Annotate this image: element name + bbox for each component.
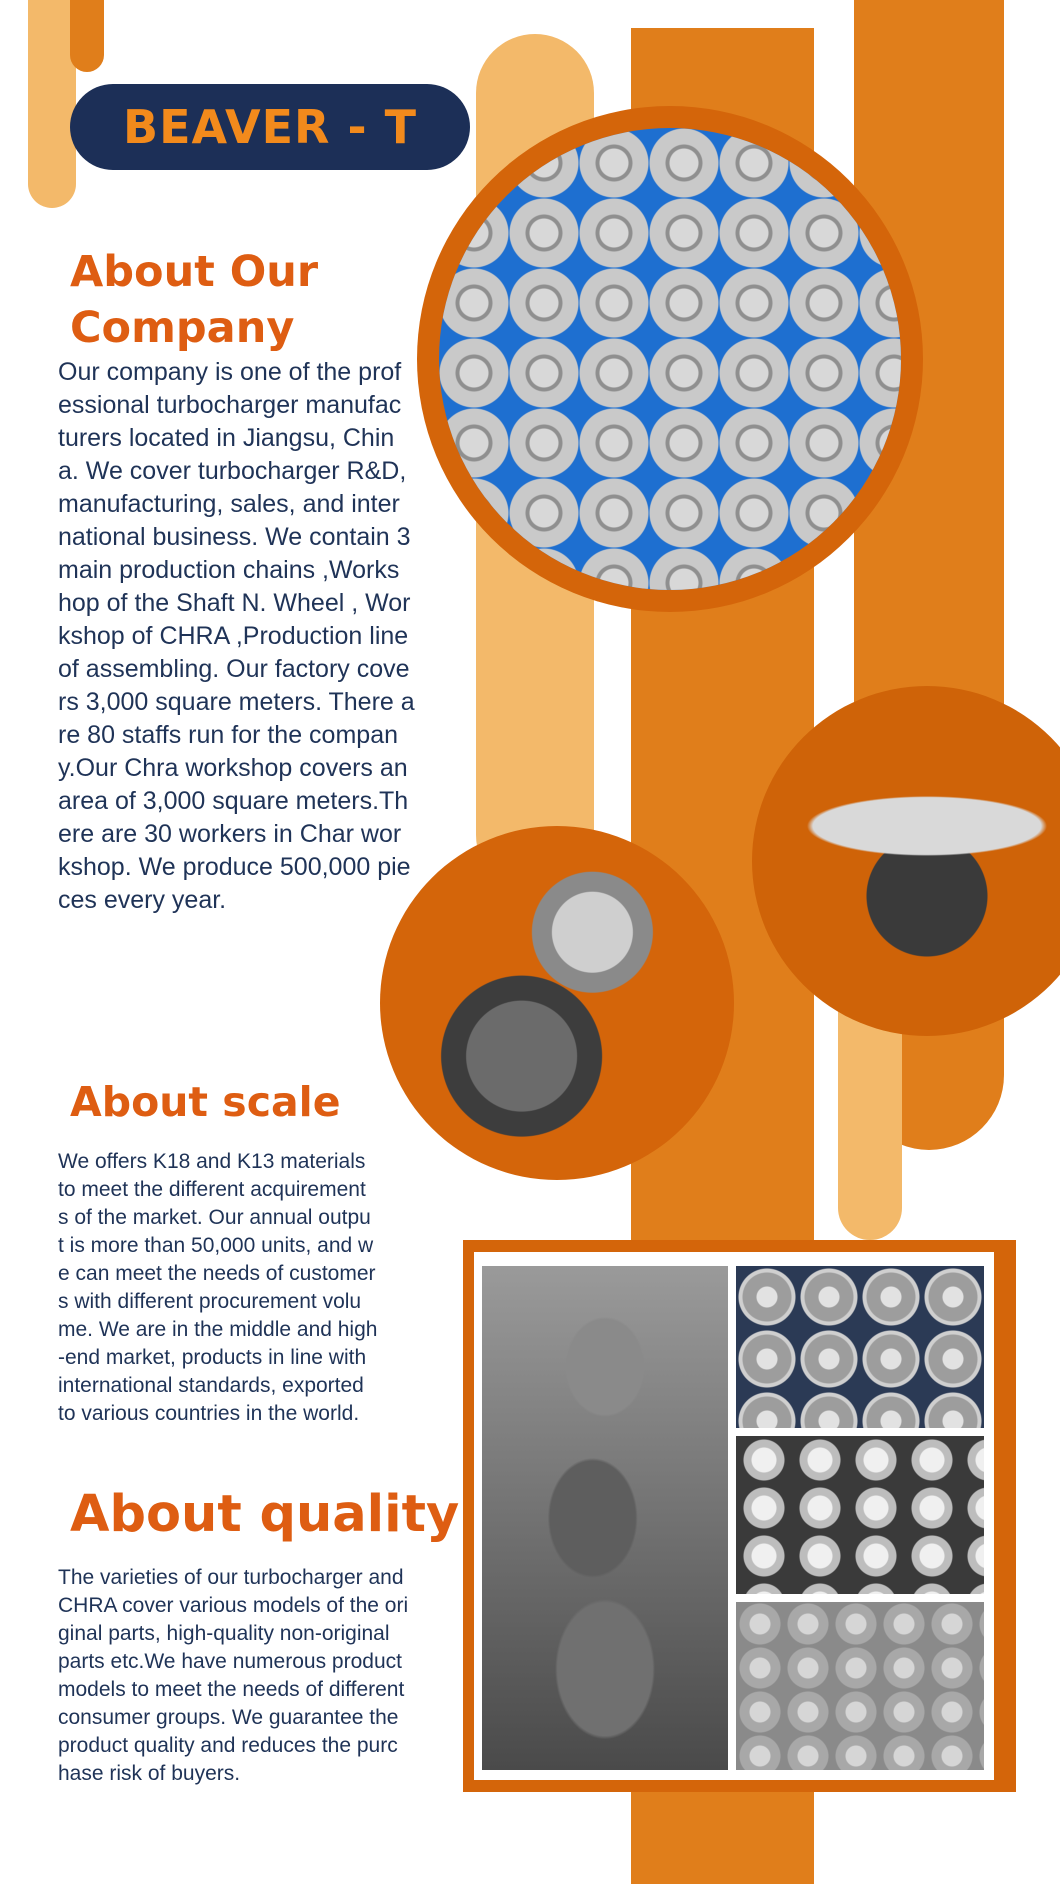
company-title (70, 244, 318, 356)
decor-stripe-left-orange (70, 0, 104, 72)
collage-wheels-image (736, 1436, 984, 1594)
turbine-housings-image (439, 128, 901, 590)
castings-photo-circle (417, 106, 923, 612)
scale-body: We offers K18 and K13 materials to meet the different acquirement s of the market. Our annual outpu t is more than 50,000 units, and w e can meet the needs of customer s with different procurement volu me. We are in the middle and high -end market, products in line with international standards, exported to various countries in the world. (58, 1150, 378, 1425)
logo-text: BEAVER - T (123, 100, 417, 154)
collage-castings-image (736, 1602, 984, 1770)
quality-title: About quality (70, 1485, 460, 1544)
scale-title: About scale (70, 1078, 341, 1126)
brand-logo (70, 84, 470, 170)
decor-stripe-left-light (28, 0, 76, 208)
photo-collage (474, 1252, 994, 1780)
quality-body: The varieties of our turbocharger and CHRA cover various models of the ori ginal parts, high-quality non-original parts etc.We have numerous product models to meet the needs of different consumer groups. We guarantee the product quality and reduces the purc hase risk of buyers. (58, 1566, 409, 1785)
company-title-line1: About Our (70, 247, 319, 297)
collage-chra-stack-image (482, 1266, 728, 1770)
company-title-line2: Company (70, 303, 295, 353)
collage-housings-image (736, 1266, 984, 1428)
company-body: Our company is one of the prof essional turbocharger manufac turers located in Jiangsu, Chin a. We cover turbocharger R&D, manufacturing, sales, and inter national business. We contain 3 main production chains ,Works hop of the Shaft N. Wheel , Wor kshop of CHRA ,Production line of assembling. Our factory cove rs 3,000 square meters. There a re 80 staffs run for the compan y.Our Chra workshop covers an area of 3,000 square meters.Th ere are 30 workers in Char wor kshop. We produce 500,000 pie ces every year. (58, 358, 415, 914)
